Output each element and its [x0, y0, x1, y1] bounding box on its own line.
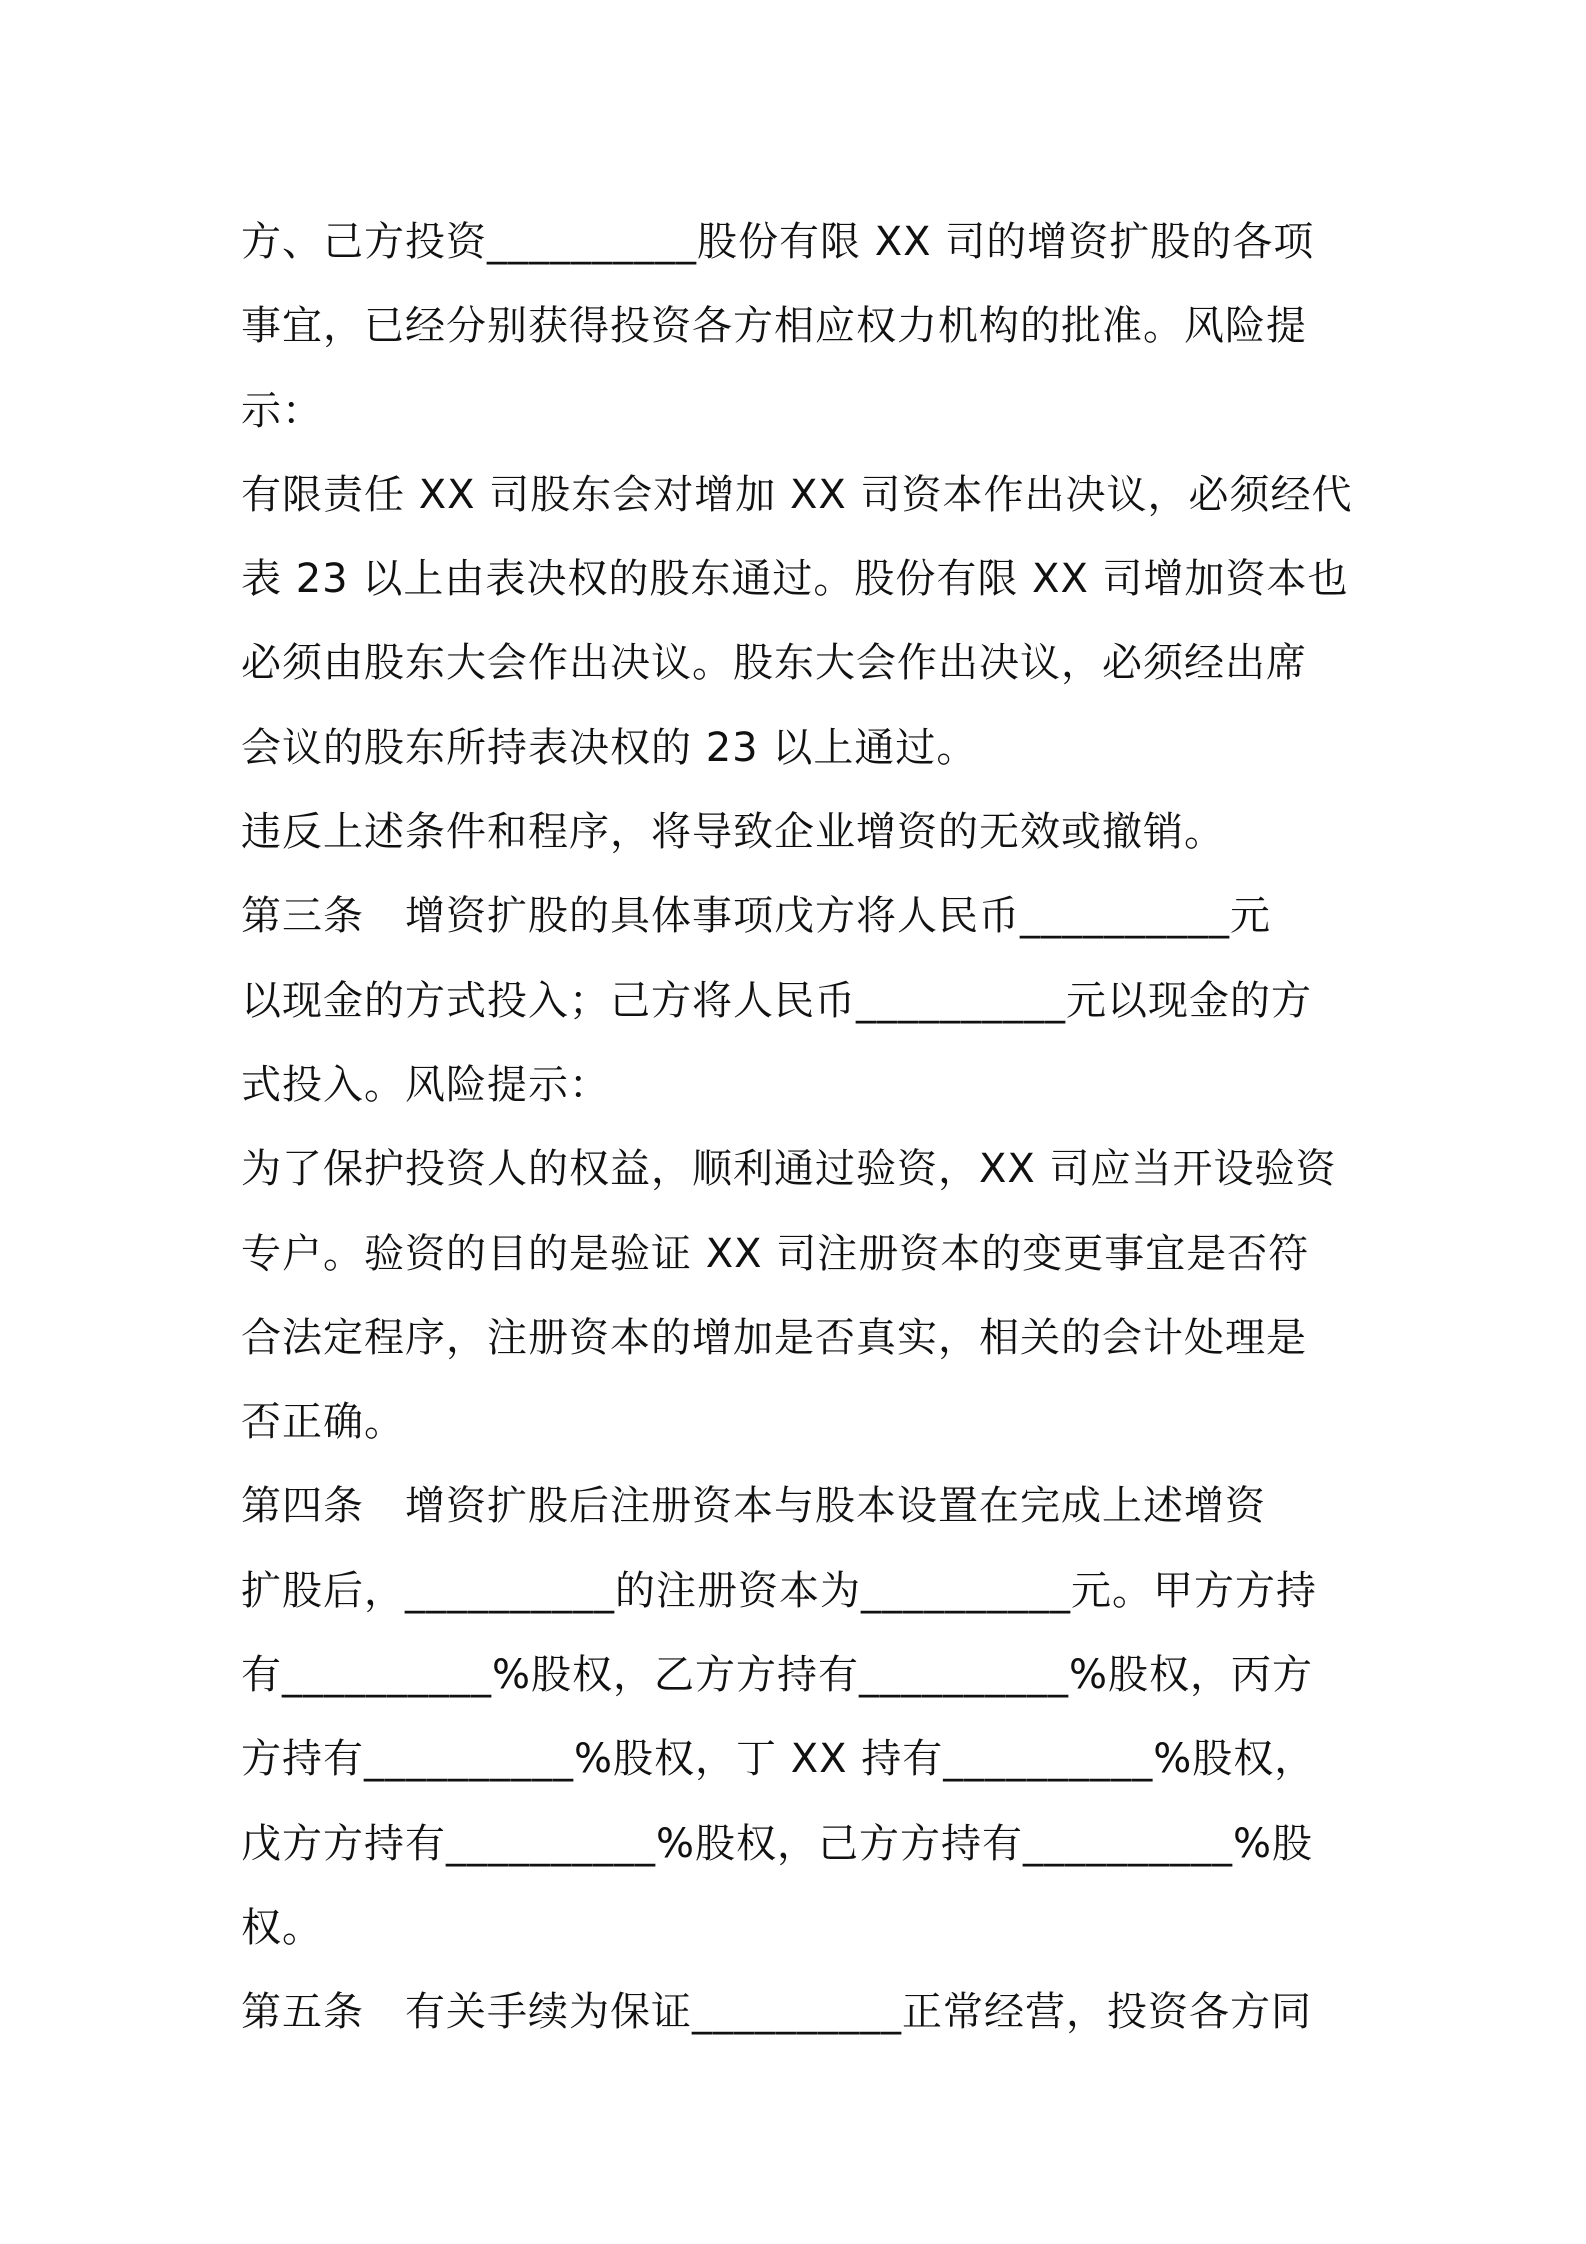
text-line: 示：	[241, 387, 323, 434]
text-line: 否正确。	[241, 1399, 405, 1446]
document-body	[241, 200, 1356, 2055]
text-line: 专户。验资的目的是验证 XX 司注册资本的变更事宜是否符	[241, 1230, 1310, 1277]
text-line: 权。	[241, 1904, 323, 1951]
text-line: 必须由股东大会作出决议。股东大会作出决议，必须经出席	[241, 640, 1307, 687]
article-heading-line: 第四条 增资扩股后注册资本与股本设置在完成上述增资	[241, 1483, 1266, 1530]
text-line: 戊方方持有__________%股权，己方方持有__________%股	[241, 1820, 1314, 1867]
text-line: 扩股后，__________的注册资本为__________元。甲方方持	[241, 1567, 1317, 1614]
text-line: 方、己方投资__________股份有限 XX 司的增资扩股的各项	[241, 219, 1315, 265]
text-line: 合法定程序，注册资本的增加是否真实，相关的会计处理是	[241, 1314, 1307, 1361]
text-line: 违反上述条件和程序，将导致企业增资的无效或撤销。	[241, 809, 1225, 856]
text-line: 会议的股东所持表决权的 23 以上通过。	[241, 724, 978, 771]
text-line: 方持有__________%股权，丁 XX 持有__________%股权，	[241, 1736, 1316, 1783]
text-line: 以现金的方式投入；己方将人民币__________元以现金的方	[241, 977, 1312, 1024]
article-heading-line: 第三条 增资扩股的具体事项戊方将人民币__________元	[241, 893, 1271, 940]
article-heading-line: 第五条 有关手续为保证__________正常经营，投资各方同	[241, 1989, 1312, 2036]
text-line: 有__________%股权，乙方方持有__________%股权，丙方	[241, 1652, 1314, 1699]
text-line: 为了保护投资人的权益，顺利通过验资，XX 司应当开设验资	[241, 1146, 1337, 1193]
text-line: 表 23 以上由表决权的股东通过。股份有限 XX 司增加资本也	[241, 556, 1349, 603]
text-line: 有限责任 XX 司股东会对增加 XX 司资本作出决议，必须经代	[241, 471, 1353, 518]
text-line: 式投入。风险提示：	[241, 1061, 610, 1108]
text-line: 事宜，已经分别获得投资各方相应权力机构的批准。风险提	[241, 303, 1307, 350]
